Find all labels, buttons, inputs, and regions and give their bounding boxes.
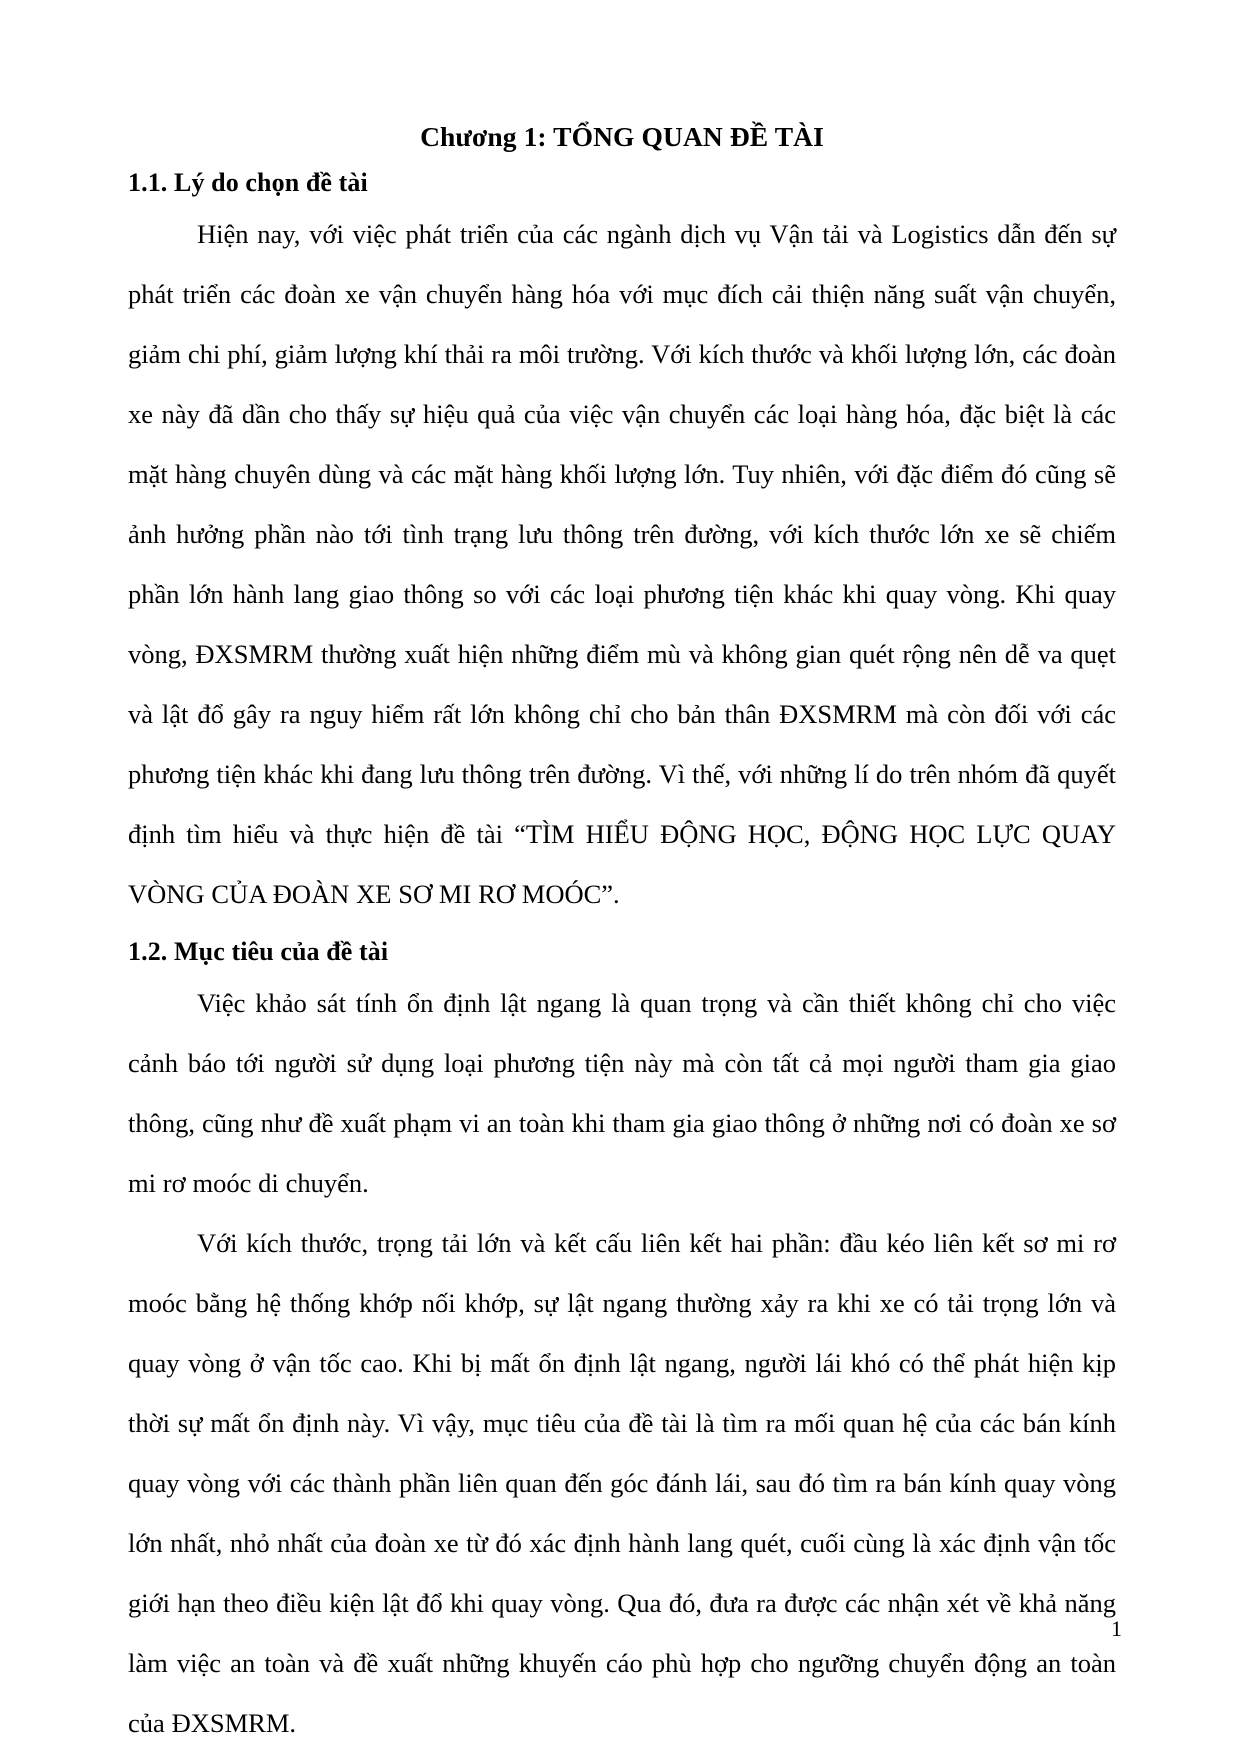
page-number: 1 [1111, 1616, 1122, 1641]
paragraph-1-2-1: Việc khảo sát tính ổn định lật ngang là quan trọng và cần thiết không chỉ cho việc cảnh báo tới người sử dụng loại phương tiện này mà còn tất cả mọi người tham gia giao thông, cũng như đề xuất phạm vi an toàn khi tham gia giao thông ở những nơi có đoàn xe sơ mi rơ moóc di chuyển. [128, 987, 1116, 1198]
paragraph-1-2-2: Với kích thước, trọng tải lớn và kết cấu liên kết hai phần: đầu kéo liên kết sơ mi rơ moóc bằng hệ thống khớp nối khớp, sự lật ngang thường xảy ra khi xe có tải trọng lớn và quay vòng ở vận tốc cao. Khi bị mất ổn định lật ngang, người lái khó có thể phát hiện kịp thời sự mất ổn định này. Vì vậy, mục tiêu của đề tài là tìm ra mối quan hệ của các bán kính quay vòng với các thành phần liên quan đến góc đánh lái, sau đó tìm ra bán kính quay vòng lớn nhất, nhỏ nhất của đoàn xe từ đó xác định hành lang quét, cuối cùng là xác định vận tốc giới hạn theo điều kiện lật đổ khi quay vòng. Qua đó, đưa ra được các nhận xét về khả năng làm việc an toàn và đề xuất những khuyến cáo phù hợp cho ngưỡng chuyển động an toàn của ĐXSMRM. [128, 1227, 1116, 1738]
page-content [128, 118, 1116, 1753]
chapter-title: Chương 1: TỔNG QUAN ĐỀ TÀI [420, 121, 824, 152]
section-heading-1-1: 1.1. Lý do chọn đề tài [128, 168, 368, 198]
section-heading-1-2: 1.2. Mục tiêu của đề tài [128, 936, 389, 966]
paragraph-1-1-1: Hiện nay, với việc phát triển của các ngành dịch vụ Vận tải và Logistics dẫn đến sự phát triển các đoàn xe vận chuyển hàng hóa với mục đích cải thiện năng suất vận chuyển, giảm chi phí, giảm lượng khí thải ra môi trường. Với kích thước và khối lượng lớn, các đoàn xe này đã dần cho thấy sự hiệu quả của việc vận chuyển các loại hàng hóa, đặc biệt là các mặt hàng chuyên dùng và các mặt hàng khối lượng lớn. Tuy nhiên, với đặc điểm đó cũng sẽ ảnh hưởng phần nào tới tình trạng lưu thông trên đường, với kích thước lớn xe sẽ chiếm phần lớn hành lang giao thông so với các loại phương tiện khác khi quay vòng. Khi quay vòng, ĐXSMRM thường xuất hiện những điểm mù và không gian quét rộng nên dễ va quẹt và lật đổ gây ra nguy hiểm rất lớn không chỉ cho bản thân ĐXSMRM mà còn đối với các phương tiện khác khi đang lưu thông trên đường. Vì thế, với những lí do trên nhóm đã quyết định tìm hiểu và thực hiện đề tài “TÌM HIỂU ĐỘNG HỌC, ĐỘNG HỌC LỰC QUAY VÒNG CỦA ĐOÀN XE SƠ MI RƠ MOÓC”. [128, 218, 1116, 909]
